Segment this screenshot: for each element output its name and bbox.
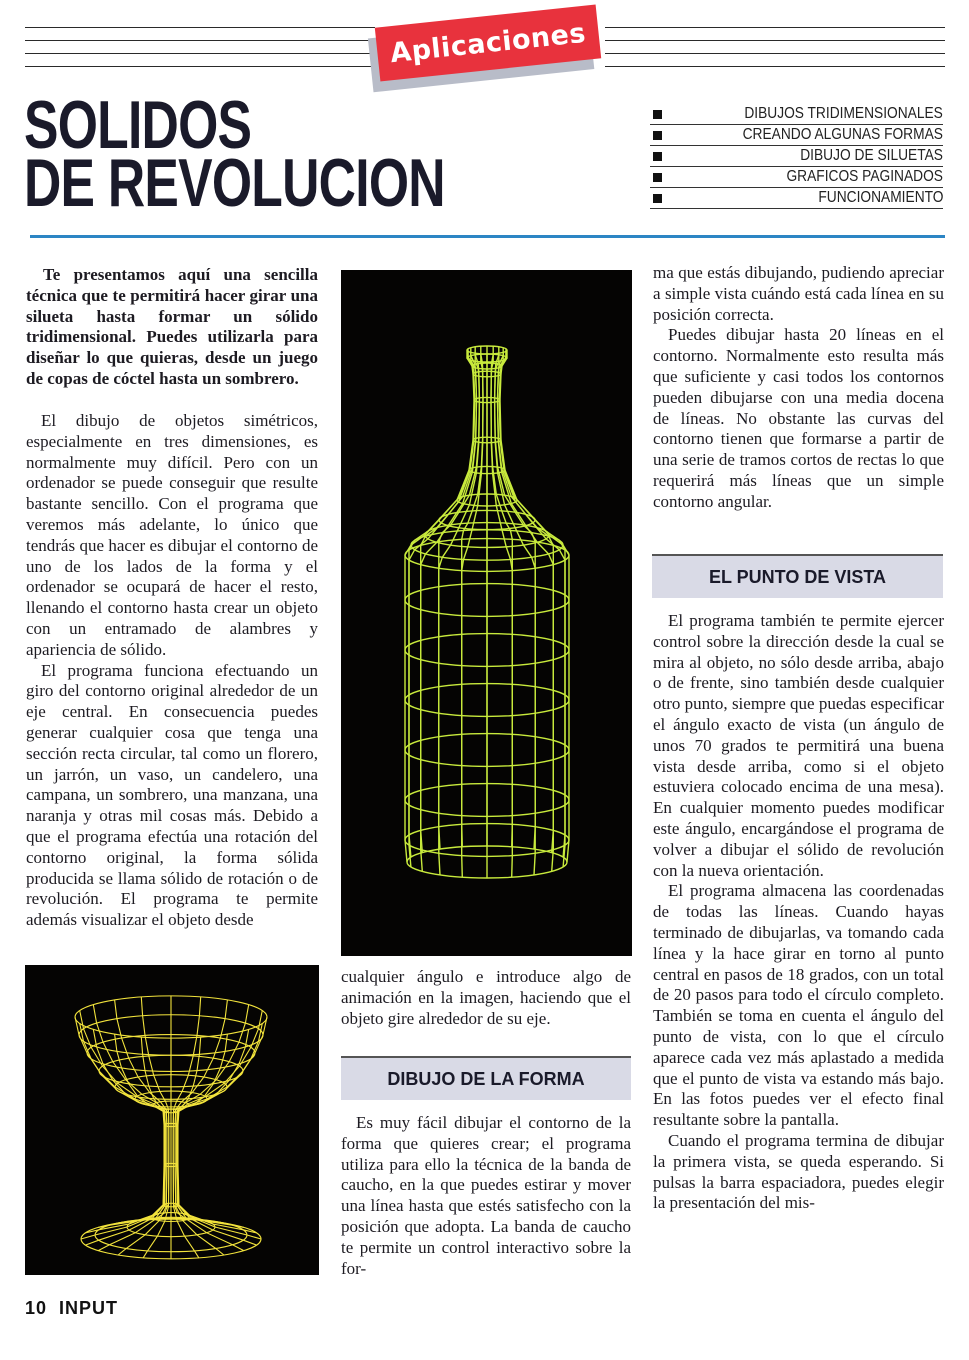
title-line-2: DE REVOLUCION [24, 145, 445, 221]
column-3-top [653, 263, 944, 513]
section-heading-label: EL PUNTO DE VISTA [708, 566, 887, 587]
bullet-square-icon [653, 110, 662, 119]
paragraph: Puedes dibujar hasta 20 líneas en el contorno. Normalmente esto resulta más que suficiente y casi todos los contornos pueden dibujarse con una media docena de líneas. No obstante las curvas del contorno tienen que formarse a partir de una serie de tramos cortos de rectas lo que requerirá más líneas que un simple contorno angular. [653, 325, 944, 511]
topic-label: FUNCIONAMIENTO [817, 189, 943, 206]
header-accent-rule [30, 235, 945, 238]
topic-label: CREANDO ALGUNAS FORMAS [742, 126, 943, 143]
column-2-body [341, 1113, 631, 1279]
column-3-body [653, 611, 944, 1214]
topic-item [650, 146, 943, 167]
header-rule [25, 53, 375, 54]
paragraph: El dibujo de objetos simétricos, especialmente en tres dimensiones, es normalmente muy difícil. Pero con un ordenador se puede conseguir que resulte bastante sencillo. Con el programa que veremos más adelante, lo único que tendrás que hacer es dibujar el contorno de uno de los lados de la forma y el ordenador se ocupará de hacer el resto, llenando el contorno hasta crear un objeto con un entramado de alambres y apariencia de sólido. [26, 411, 318, 659]
paragraph: cualquier ángulo e introduce algo de animación en la imagen, haciendo que el objeto gire alrededor de su eje. [341, 967, 631, 1028]
column-1-body [26, 411, 318, 931]
topic-label: DIBUJOS TRIDIMENSIONALES [744, 105, 943, 122]
header-rule [605, 27, 945, 28]
bullet-square-icon [653, 194, 662, 203]
paragraph: Es muy fácil dibujar el contorno de la forma que quieres crear; el programa utiliza para ello la técnica de la banda de caucho, en la que puedes estirar y mover una línea hasta que estés satisfecho con la posición que adopta. La banda de caucho te permite un control interactivo sobre la for- [341, 1113, 631, 1278]
header-rule [605, 66, 945, 67]
page-footer [25, 1298, 118, 1319]
paragraph: El programa almacena las coordenadas de todas las líneas. Cuando hayas terminado de dibujarlas, va tomando cada línea y la hace girar en torno al punto central en pasos de 18 grados, con un total de 20 pasos para todo el círculo completo. También se toma en cuenta el ángulo del punto de vista, con lo que el círculo aparece cada vez más aplastado a medida que el punto de vista va estando más bajo. En las fotos puedes ver el efecto final resultante sobre la pantalla. [653, 881, 944, 1130]
bullet-square-icon [653, 173, 662, 182]
bottle-photo [341, 270, 632, 956]
section-tag-label: Aplicaciones [388, 17, 588, 69]
bullet-square-icon [653, 152, 662, 161]
bullet-square-icon [653, 131, 662, 140]
title-line-1: SOLIDOS [24, 87, 252, 163]
goblet-wireframe-icon [25, 965, 319, 1275]
magazine-name: INPUT [59, 1298, 119, 1318]
topics-list [650, 104, 943, 209]
header-rule [25, 40, 375, 41]
header-rule [25, 66, 375, 67]
topic-label: DIBUJO DE SILUETAS [800, 147, 943, 164]
section-heading-label: DIBUJO DE LA FORMA [387, 1068, 585, 1089]
section-tag [375, 5, 601, 82]
paragraph: El programa también te permite ejercer control sobre la dirección desde la cual se mira al objeto, no sólo desde arriba, abajo o de frente, sino también desde cualquier otro punto, siempre que puedas especificar el ángulo exacto de vista (un ángulo de unos 70 grados te permitirá una buena vista desde arriba, como si el objeto estuviera colocado encima de una mesa). En cualquier momento puedes modificar este ángulo, encargándose el programa de volver a dibujar el sólido de revolución con la nueva orientación. [653, 611, 944, 880]
article-title [24, 87, 445, 221]
goblet-photo [25, 965, 319, 1275]
column-2-top [341, 967, 631, 1029]
topic-item [650, 125, 943, 146]
topic-label: GRAFICOS PAGINADOS [786, 168, 943, 185]
page-number: 10 [25, 1298, 48, 1318]
topic-item [650, 104, 943, 125]
intro-paragraph: Te presentamos aquí una sencilla técnica que te permitirá hacer girar una silueta hasta formar un sólido tridimensional. Puedes utilizarla para diseñar lo que quieras, desde un juego de copas de cóctel hasta un sombrero. [26, 265, 318, 388]
column-1-intro [26, 265, 318, 390]
header-rule [605, 53, 945, 54]
topic-item [650, 167, 943, 188]
paragraph: El programa funciona efectuando un giro del contorno original alrededor de un eje central. En consecuencia puedes generar cualquier cosa que tenga una sección recta circular, tal como un florero, un jarrón, un vaso, un candelero, una campana, un sombrero, una manzana, una naranja y otras mil cosas más. Debido a que el programa efectúa una rotación del contorno original, la forma sólida producida se llama sólido de rotación o de revolución. El programa te permite además visualizar el objeto desde [26, 660, 318, 930]
section-heading-punto [652, 554, 943, 598]
bottle-wireframe-icon [341, 270, 632, 956]
topic-item [650, 188, 943, 209]
header-rule [605, 40, 945, 41]
paragraph: ma que estás dibujando, pudiendo apreciar a simple vista cuándo está cada línea en su posición correcta. [653, 263, 944, 324]
header-rule [25, 27, 375, 28]
section-heading-dibujo [341, 1056, 631, 1100]
paragraph: Cuando el programa termina de dibujar la primera vista, se queda esperando. Si pulsas la barra espaciadora, puedes elegir la presentación del mis- [653, 1130, 944, 1213]
